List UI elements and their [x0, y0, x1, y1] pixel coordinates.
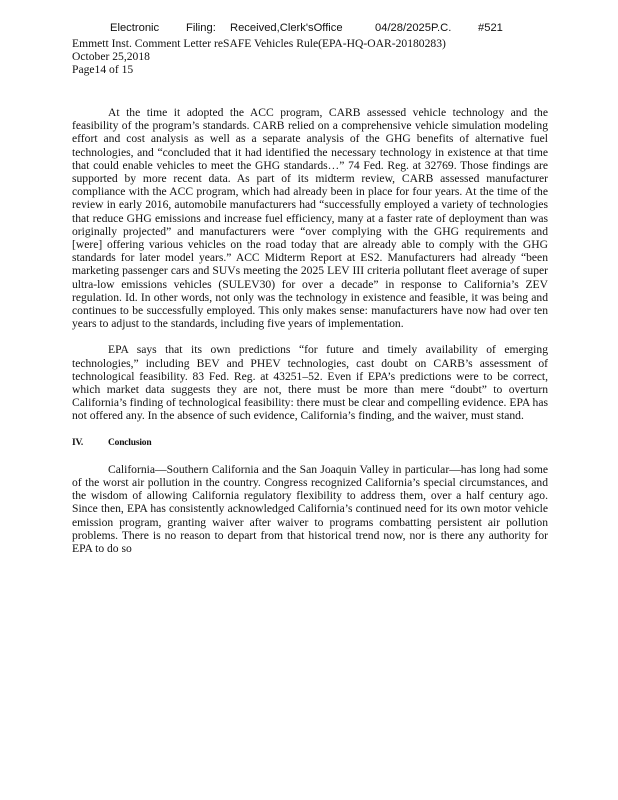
- filing-electronic: Electronic: [110, 22, 160, 34]
- filing-date: 04/28/2025P.C.: [375, 22, 452, 34]
- filing-received: Received,Clerk'sOffice: [230, 22, 343, 34]
- letter-header: [72, 37, 446, 76]
- header-line-page: Page14 of 15: [72, 63, 134, 76]
- filing-number: #521: [478, 22, 503, 34]
- section-number: IV.: [72, 437, 84, 448]
- document-body: [72, 106, 548, 555]
- filing-label: Filing:: [186, 22, 216, 34]
- filing-stamp: [110, 22, 580, 34]
- paragraph-conclusion: California—Southern California and the San Joaquin Valley in particular—has long had some of the worst air pollution in the country. Congress recognized California’s special circumstances, and the wisdom of allowing California regulatory flexibility to address them, over a half century ago. Since then, EPA has consistently acknowledged California’s continued need for its own motor vehicle emission program, granting waiver after waiver to programs combatting persistent air pollution problems. There is no reason to depart from that historical trend now, nor is there any authority for EPA to do so: [72, 462, 548, 556]
- section-heading: [72, 437, 548, 450]
- header-line-date: October 25,2018: [72, 50, 150, 63]
- header-line-title: Emmett Inst. Comment Letter reSAFE Vehicles Rule(EPA-HQ-OAR-20180283): [72, 37, 446, 50]
- paragraph-epa-predictions: EPA says that its own predictions “for future and timely availability of emerging technologies,” including BEV and PHEV technologies, cast doubt on CARB’s assessment of technological feasibility. 83 Fed. Reg. at 43251–52. Even if EPA’s predictions were to be correct, which market data suggests they are not, there must be more than mere “doubt” to overturn California’s finding of technological feasibility: there must be clear and compelling evidence. EPA has not offered any. In the absence of such evidence, California’s finding, and the waiver, must stand.: [72, 343, 548, 423]
- section-title: Conclusion: [108, 437, 152, 448]
- paragraph-technology-feasibility: At the time it adopted the ACC program, CARB assessed vehicle technology and the feasibility of the program’s standards. CARB relied on a comprehensive vehicle simulation modeling effort and cost analysis as well as a separate analysis of the GHG benefits of alternative fuel technologies, and “concluded that it had identified the necessary technology in existence at that time that could enable vehicles to meet the GHG standards…” 74 Fed. Reg. at 32769. Those findings are supported by more recent data. As part of its midterm review, CARB assessed manufacturer compliance with the ACC program, which had already been in place for four years. At the time of the review in early 2016, automobile manufacturers had “successfully employed a variety of technologies that reduce GHG emissions and increase fuel efficiency, many at a faster rate of deployment than was originally projected” and manufacturers were “over complying with the GHG requirements and [were] offering various vehicles on the road today that are already able to comply with the GHG standards for later model years.” ACC Midterm Report at ES2. Manufacturers had already “been marketing passenger cars and SUVs meeting the 2025 LEV III criteria pollutant fleet average of super ultra-low emissions vehicles (SULEV30) for over a decade” in response to California’s ZEV regulation. Id. In other words, not only was the technology in existence and feasible, it was being and continues to be successfully employed. This only makes sense: manufacturers have now had over ten years to adjust to the standards, including five years of implementation.: [72, 106, 548, 331]
